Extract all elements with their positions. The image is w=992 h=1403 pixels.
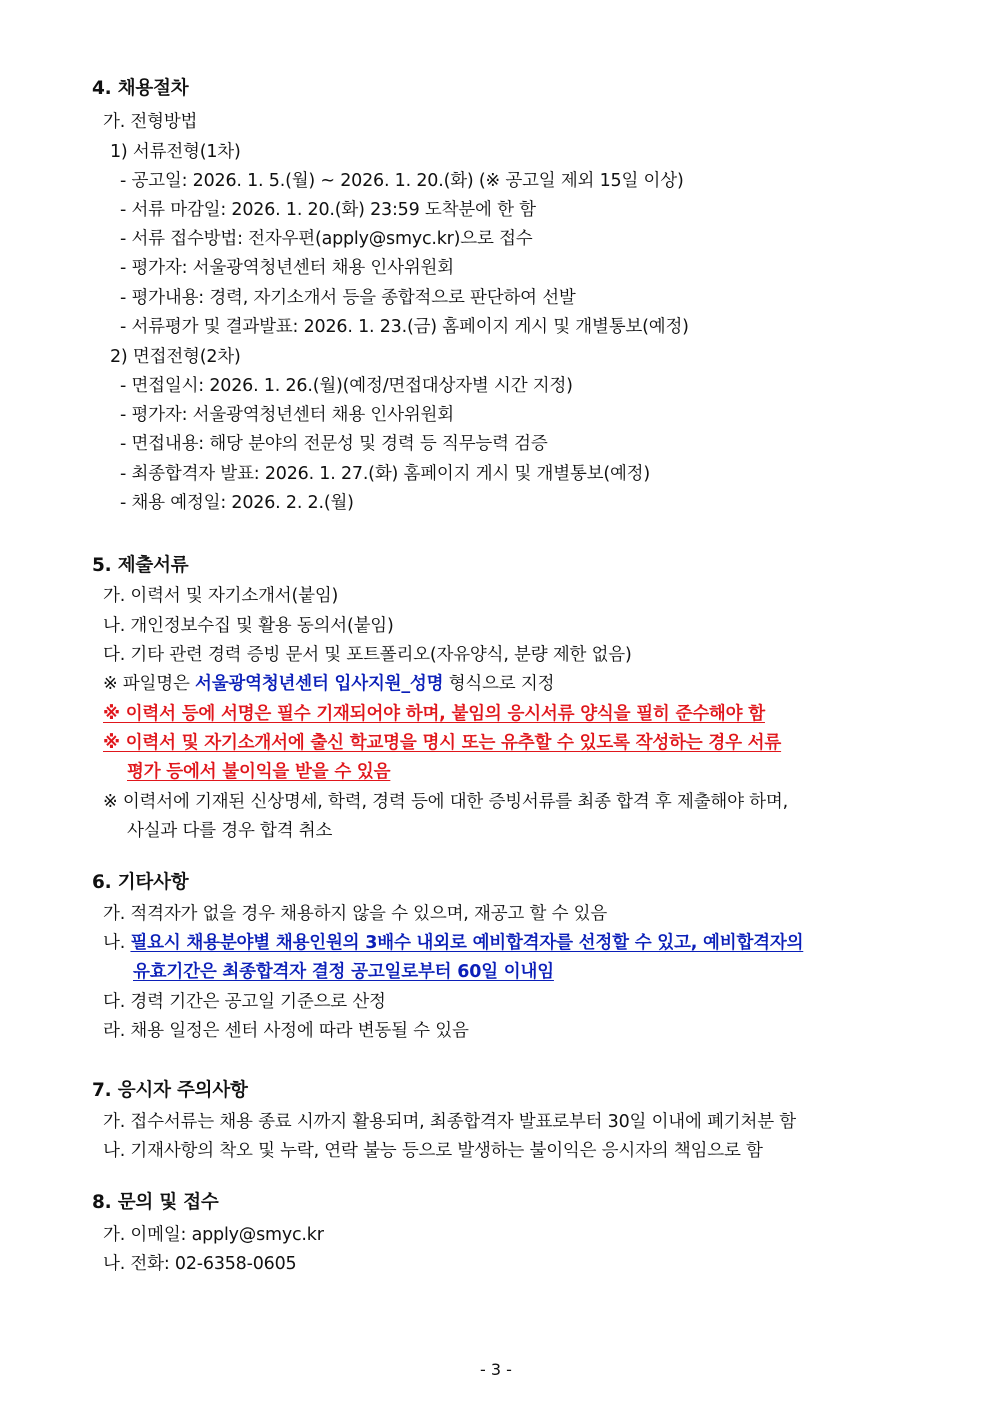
- list-item: 나. 기재사항의 착오 및 누락, 연락 불능 등으로 발생하는 불이익은 응시자의 책임으로 함: [103, 1141, 763, 1161]
- list-item: 나. 개인정보수집 및 활용 동의서(붙임): [103, 616, 394, 636]
- section-7-title: 7. 응시자 주의사항: [92, 1080, 248, 1101]
- file-name-prefix: ※ 파일명은: [103, 674, 196, 694]
- list-item: - 서류평가 및 결과발표: 2026. 1. 23.(금) 홈페이지 게시 및 개별통보(예정): [120, 317, 689, 337]
- list-item: 가. 적격자가 없을 경우 채용하지 않을 수 있으며, 재공고 할 수 있음: [103, 904, 608, 924]
- list-item: - 공고일: 2026. 1. 5.(월) ~ 2026. 1. 20.(화) (※ 공고일 제외 15일 이상): [120, 171, 684, 191]
- evidence-note-line1: ※ 이력서에 기재된 신상명세, 학력, 경력 등에 대한 증빙서류를 최종 합격 후 제출해야 하며,: [103, 792, 788, 812]
- file-name-note: [103, 672, 554, 696]
- section-4-sub2: 2) 면접전형(2차): [110, 347, 241, 367]
- section-8-title: 8. 문의 및 접수: [92, 1192, 219, 1213]
- list-item: 다. 기타 관련 경력 증빙 문서 및 포트폴리오(자유양식, 분량 제한 없음): [103, 645, 632, 665]
- list-item: 다. 경력 기간은 공고일 기준으로 산정: [103, 992, 386, 1012]
- list-item: - 서류 접수방법: 전자우편(apply@smyc.kr)으로 접수: [120, 229, 533, 249]
- page-number: - 3 -: [480, 1360, 512, 1379]
- section-4-title: 4. 채용절차: [92, 78, 189, 99]
- list-item: - 평가내용: 경력, 자기소개서 등을 종합적으로 판단하여 선발: [120, 288, 576, 308]
- evidence-note-line2: 사실과 다를 경우 합격 취소: [127, 821, 333, 841]
- list-marker: 나.: [103, 933, 131, 953]
- list-item: 라. 채용 일정은 센터 사정에 따라 변동될 수 있음: [103, 1021, 469, 1041]
- list-item: - 면접내용: 해당 분야의 전문성 및 경력 등 직무능력 검증: [120, 434, 548, 454]
- contact-phone: 나. 전화: 02-6358-0605: [103, 1254, 297, 1274]
- list-item: - 평가자: 서울광역청년센터 채용 인사위원회: [120, 405, 454, 425]
- section-4-sub1: 1) 서류전형(1차): [110, 142, 241, 162]
- reserve-text-line1: 필요시 채용분야별 채용인원의 3배수 내외로 예비합격자를 선정할 수 있고, 예비합격자의: [130, 933, 804, 953]
- contact-email: 가. 이메일: apply@smyc.kr: [103, 1225, 324, 1245]
- reserve-text-line2: 유효기간은 최종합격자 결정 공고일로부터 60일 이내임: [133, 962, 554, 982]
- section-6-title: 6. 기타사항: [92, 872, 189, 893]
- list-item: 가. 이력서 및 자기소개서(붙임): [103, 586, 339, 606]
- list-item: - 최종합격자 발표: 2026. 1. 27.(화) 홈페이지 게시 및 개별통보(예정): [120, 464, 651, 484]
- file-name-suffix: 형식으로 지정: [443, 674, 555, 694]
- file-name-format: 서울광역청년센터 입사지원_성명: [195, 674, 444, 694]
- reserve-note-line1: [103, 931, 803, 955]
- list-item: - 평가자: 서울광역청년센터 채용 인사위원회: [120, 258, 454, 278]
- section-4-a: 가. 전형방법: [103, 112, 198, 132]
- list-item: - 면접일시: 2026. 1. 26.(월)(예정/면접대상자별 시간 지정): [120, 376, 573, 396]
- list-item: - 서류 마감일: 2026. 1. 20.(화) 23:59 도착분에 한 함: [120, 200, 536, 220]
- section-5-title: 5. 제출서류: [92, 555, 189, 576]
- warning-school-line2: 평가 등에서 불이익을 받을 수 있음: [127, 762, 391, 782]
- list-item: - 채용 예정일: 2026. 2. 2.(월): [120, 493, 354, 513]
- list-item: 가. 접수서류는 채용 종료 시까지 활용되며, 최종합격자 발표로부터 30일 이내에 폐기처분 함: [103, 1112, 796, 1132]
- warning-signature: ※ 이력서 등에 서명은 필수 기재되어야 하며, 붙임의 응시서류 양식을 필히 준수해야 함: [103, 704, 765, 724]
- warning-school-line1: ※ 이력서 및 자기소개서에 출신 학교명을 명시 또는 유추할 수 있도록 작성하는 경우 서류: [103, 733, 782, 753]
